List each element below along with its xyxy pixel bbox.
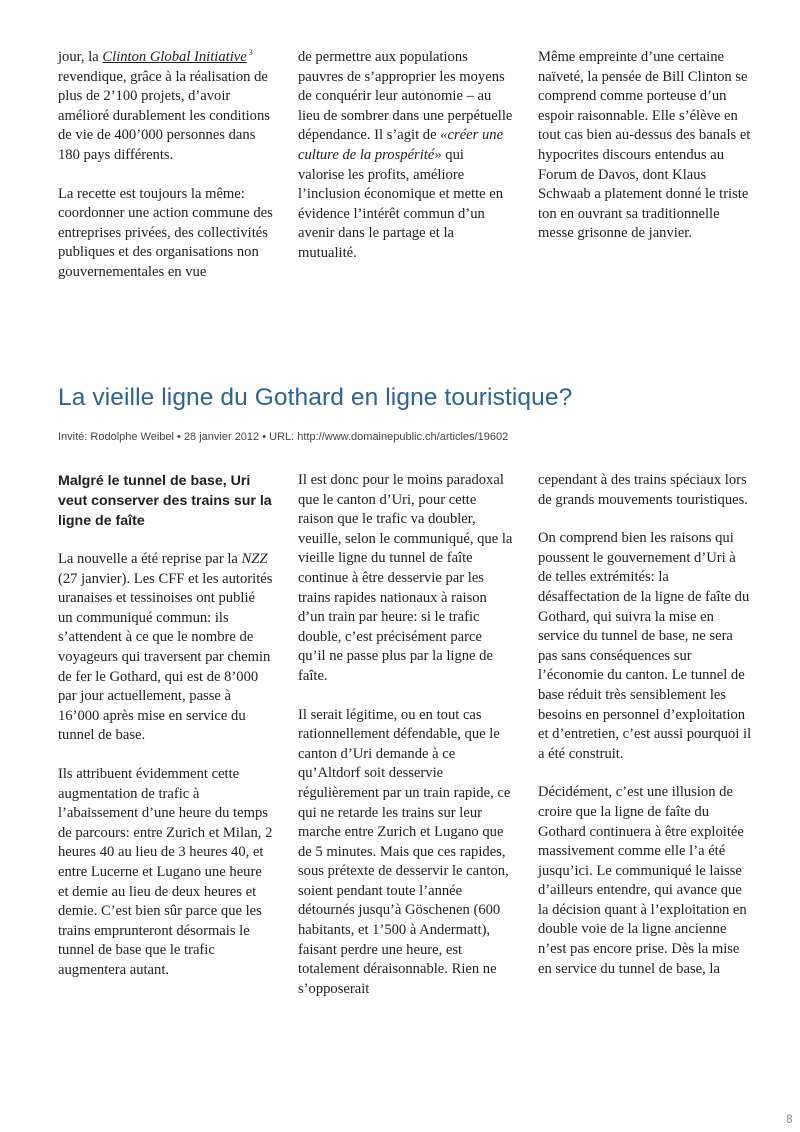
article-col2-paragraph-2: Il serait légitime, ou en tout cas rationnellement défendable, que le canton d’Uri demande à ce qu’Altdorf soit desservie régulièrement par un train rapide, ce qui ne retarde les trains sur leur marche entre Zurich et Lugano que de 5 minutes. Mais que ces rapides, sous prétexte de desservir le canton, soient pendant toute l’année détournés jusqu’à Göschenen (600 habitants, et 1’500 à Andermatt), faisant perdre une heure, est totalement déraisonnable. Rien ne s’opposerait bbox=[298, 706, 511, 997]
article-col3-paragraph-2: On comprend bien les raisons qui poussent le gouvernement d’Uri à de telles extrémités: la désaffectation de la ligne de faîte du Gothard, qui suivra la mise en service du tunnel de base, ne sera pas sans conséquences sur l’économie du canton. Le tunnel de base réduit très sensiblement les besoins en personnel d’exploitation et d’entretien, c’est aussi pourquoi il a été construit. bbox=[538, 530, 752, 762]
top-col1-paragraph-2: La recette est toujours la même: coordonner une action commune des entreprises privées, des collectivités publiques et des organisations non gouvernementales en vue bbox=[58, 185, 273, 280]
top-column-2 bbox=[298, 48, 513, 264]
article-lead: Malgré le tunnel de base, Uri veut conserver des trains sur la ligne de faîte bbox=[58, 473, 272, 529]
article-title: La vieille ligne du Gothard en ligne touristique? bbox=[58, 384, 573, 411]
top-col3-paragraph-1: Même empreinte d’une certaine naïveté, la pensée de Bill Clinton se comprend comme porteuse d’un espoir raisonnable. Elle s’élève en tout cas bien au-dessus des banals et hypocrites discours entendus au Forum de Davos, dont Klaus Schwaab a platement donné le triste ton en ouvrant sa traditionnelle messe grisonne de janvier. bbox=[538, 49, 751, 242]
top-column-3 bbox=[538, 48, 753, 244]
page-number: 8 bbox=[786, 1112, 793, 1126]
article-col2-paragraph-1: Il est donc pour le moins paradoxal que le canton d’Uri, pour cette raison que le trafic va doubler, veuille, selon le communiqué, que la vieille ligne du tunnel de faîte continue à être desservie par les trains rapides nationaux à raison d’un train par heure: si le trafic double, c’est précisément parce qu’il ne passe plus par la ligne de faîte. bbox=[298, 472, 513, 684]
article-col1-paragraph-2: Ils attribuent évidemment cette augmentation de trafic à l’abaissement d’une heure du temps de parcours: entre Zurich et Milan, 2 heures 40 au lieu de 3 heures 40, et entre Lucerne et Lugano une heure et demie au lieu de deux heures et demie. C’est bien sûr parce que les trains emprunteront désormais le tunnel de base que le trafic augmentera autant. bbox=[58, 765, 273, 978]
top-col1-paragraph-1: jour, la Clinton Global Initiative $^3$ revendique, grâce à la réalisation de plus de 2’100 projets, d’avoir amélioré durablement les conditions de vie de 400’000 personnes dans 180 pays différents. bbox=[58, 48, 270, 163]
top-col2-paragraph-1: de permettre aux populations pauvres de s’approprier les moyens de conquérir leur autonomie – au lieu de sombrer dans une perpétuelle dépendance. Il s’agit de «créer une culture de la prospérité» qui valorise les profits, améliore l’inclusion économique et mette en évidence l’intérêt commun d’un avenir dans le partage et la mutualité. bbox=[298, 49, 513, 261]
article-col3-paragraph-1: cependant à des trains spéciaux lors de grands mouvements touristiques. bbox=[538, 472, 748, 508]
article-column-1 bbox=[58, 471, 273, 980]
article-column-3 bbox=[538, 471, 753, 979]
article-column-2 bbox=[298, 471, 513, 999]
footnote-ref[interactable]: 3 bbox=[248, 48, 253, 58]
top-column-1 bbox=[58, 48, 273, 283]
article-col1-paragraph-1: La nouvelle a été reprise par la NZZ (27 janvier). Les CFF et les autorités uranaises et tessinoises ont publié un communiqué commun: ils s’attendent à ce que le nombre de voyageurs qui traversent par chemin de fer le Gothard, qui est de 8’000 par jour actuellement, passe à 16’000 après mise en service du tunnel de base. bbox=[58, 551, 273, 744]
article-col3-paragraph-3: Décidément, c’est une illusion de croire que la ligne de faîte du Gothard continuera à être exploitée massivement comme elle l’a été jusqu’ici. Le communiqué le laisse d’ailleurs entendre, qui avance que la décision quant à l’exploitation en double voie de la ligne ancienne n’est pas encore prise. Dès la mise en service du tunnel de base, la bbox=[538, 784, 747, 977]
article-byline: Invité: Rodolphe Weibel • 28 janvier 2012 • URL: http://www.domainepublic.ch/articles/19602 bbox=[58, 431, 509, 443]
clinton-global-initiative-link[interactable]: Clinton Global Initiative bbox=[102, 49, 247, 65]
